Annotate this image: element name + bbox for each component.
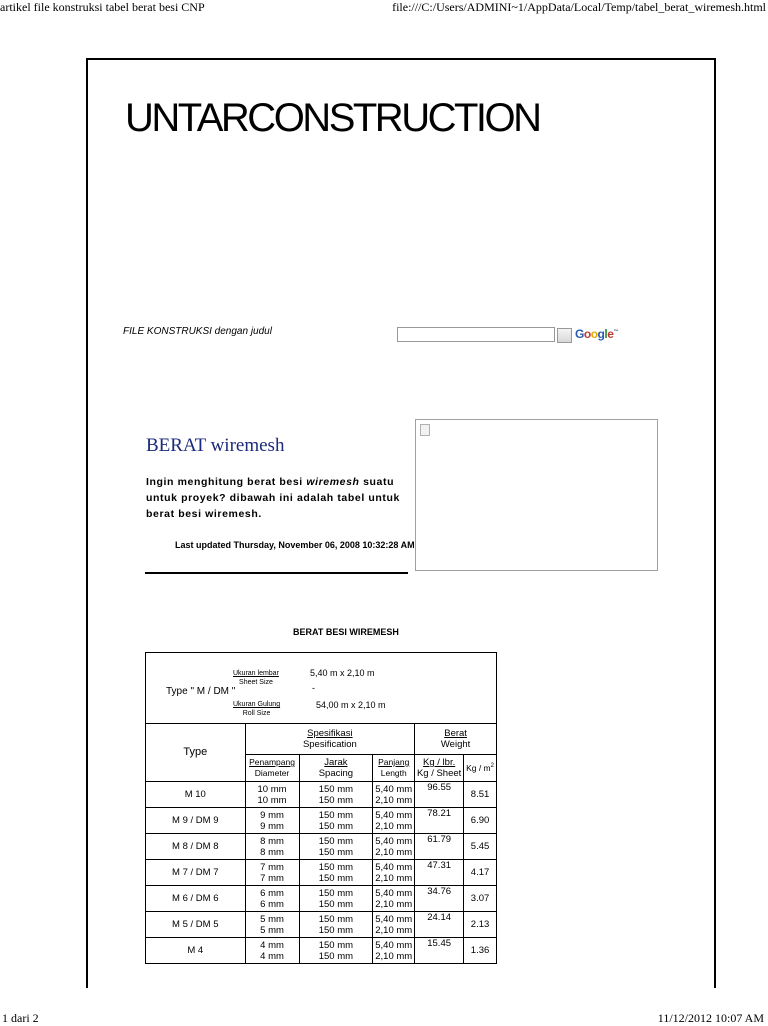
cell-diameter-line-2: 7 mm (260, 872, 284, 884)
cell-diameter-line-2: 6 mm (260, 898, 284, 910)
article-body (146, 474, 408, 522)
cell-length (373, 808, 415, 834)
cell-spacing-line-1: 150 mm (318, 783, 354, 795)
type-label: Type " M / DM " (166, 686, 236, 697)
spec-label-en: Spesification (302, 739, 357, 750)
cell-spacing-line-2: 150 mm (318, 924, 354, 936)
cell-spacing-line-2: 150 mm (318, 846, 354, 858)
cell-type-value: M 4 (187, 945, 204, 956)
cell-diameter (245, 912, 299, 938)
spec-header (245, 724, 415, 755)
cell-spacing (299, 938, 373, 964)
table-header-row-1 (146, 724, 497, 755)
cell-kg-m2-value: 2.13 (470, 919, 490, 930)
cell-kg-sheet-value: 78.21 (427, 808, 452, 819)
cell-kg-m2 (464, 912, 497, 938)
article-body-pre: Ingin menghitung berat besi (146, 476, 307, 488)
cell-length-line-2: 2,10 mm (375, 924, 413, 936)
table-row (146, 912, 497, 938)
diameter-label-id: Penampang (249, 757, 295, 767)
cell-spacing (299, 886, 373, 912)
cell-length (373, 860, 415, 886)
length-label-en: Length (380, 768, 407, 778)
kg-m2-label: Kg / m (466, 763, 491, 774)
size-dash: - (312, 683, 315, 693)
cell-type (146, 782, 246, 808)
table-title: BERAT BESI WIREMESH (293, 627, 399, 637)
cell-type-value: M 9 / DM 9 (172, 815, 219, 826)
cell-type-value: M 10 (184, 789, 206, 800)
table-row (146, 938, 497, 964)
cell-spacing-line-2: 150 mm (318, 794, 354, 806)
cell-length (373, 782, 415, 808)
sheet-label-en: Sheet Size (239, 679, 273, 686)
kg-sheet-label-en: Kg / Sheet (416, 768, 462, 779)
table-row (146, 808, 497, 834)
cell-kg-m2-value: 3.07 (470, 893, 490, 904)
frame-right-border (714, 58, 716, 988)
cell-diameter-line-2: 9 mm (260, 820, 284, 832)
cell-length (373, 938, 415, 964)
cell-length-line-2: 2,10 mm (375, 898, 413, 910)
cell-diameter (245, 886, 299, 912)
cell-kg-m2 (464, 834, 497, 860)
google-logo[interactable]: Google™ (575, 327, 618, 341)
cell-diameter-line-2: 8 mm (260, 846, 284, 858)
length-label-id: Panjang (378, 757, 410, 767)
spacing-label-id: Jarak (324, 757, 348, 768)
cell-kg-m2 (464, 886, 497, 912)
cell-diameter-line-2: 10 mm (257, 794, 287, 806)
cell-kg-m2 (464, 808, 497, 834)
cell-kg-sheet-value: 96.55 (427, 782, 452, 793)
cell-type (146, 886, 246, 912)
cell-kg-m2 (464, 938, 497, 964)
cell-diameter (245, 938, 299, 964)
weight-label-en: Weight (440, 739, 471, 750)
sheet-label-id: Ukuran lembar (233, 670, 279, 677)
length-header (373, 755, 415, 782)
search-button[interactable] (557, 328, 572, 343)
cell-diameter (245, 860, 299, 886)
cell-spacing-line-1: 150 mm (318, 939, 354, 951)
cell-type (146, 808, 246, 834)
cell-length-line-1: 5,40 mm (375, 835, 413, 847)
cell-kg-sheet-value: 15.45 (427, 938, 452, 949)
cell-spacing-line-1: 150 mm (318, 835, 354, 847)
frame-left-border (86, 58, 88, 988)
spacing-label-en: Spacing (318, 768, 354, 779)
last-updated: Last updated Thursday, November 06, 2008 10:32:28 AM (175, 540, 415, 550)
cell-diameter-line-1: 8 mm (260, 835, 284, 847)
cell-length-line-1: 5,40 mm (375, 939, 413, 951)
cell-kg-sheet (415, 886, 464, 912)
cell-length (373, 834, 415, 860)
kg-m2-header (464, 755, 497, 782)
cell-diameter-line-2: 5 mm (260, 924, 284, 936)
article-divider (145, 572, 408, 574)
cell-length-line-1: 5,40 mm (375, 809, 413, 821)
cell-diameter (245, 808, 299, 834)
cell-spacing-line-1: 150 mm (318, 861, 354, 873)
search-input[interactable] (397, 327, 555, 342)
cell-length (373, 886, 415, 912)
roll-label-en: Roll Size (242, 710, 271, 717)
cell-kg-sheet (415, 834, 464, 860)
size-cell (146, 653, 497, 724)
cell-kg-sheet-value: 61.79 (427, 834, 452, 845)
image-placeholder (415, 419, 658, 571)
cell-spacing (299, 834, 373, 860)
cell-kg-m2 (464, 782, 497, 808)
cell-kg-m2-value: 4.17 (470, 867, 490, 878)
cell-spacing (299, 912, 373, 938)
cell-length-line-1: 5,40 mm (375, 783, 413, 795)
table-size-row (146, 653, 497, 724)
cell-kg-m2-value: 5.45 (470, 841, 490, 852)
print-header-url: file:///C:/Users/ADMINI~1/AppData/Local/Temp/tabel_berat_wiremesh.html (392, 0, 766, 14)
cell-diameter (245, 834, 299, 860)
cell-kg-m2-value: 6.90 (470, 815, 490, 826)
cell-diameter-line-2: 4 mm (260, 950, 284, 962)
cell-diameter-line-1: 6 mm (260, 887, 284, 899)
kg-m2-sup: 2 (490, 763, 494, 770)
cell-length-line-1: 5,40 mm (375, 913, 413, 925)
cell-type-value: M 6 / DM 6 (172, 893, 219, 904)
cell-kg-sheet-value: 24.14 (427, 912, 452, 923)
weight-header (415, 724, 497, 755)
article-body-keyword: wiremesh (306, 476, 360, 488)
site-subtitle: FILE KONSTRUKSI dengan judul (123, 326, 272, 337)
cell-kg-m2-value: 8.51 (470, 789, 490, 800)
cell-length-line-2: 2,10 mm (375, 950, 413, 962)
cell-length-line-1: 5,40 mm (375, 861, 413, 873)
roll-size-value: 54,00 m x 2,10 m (316, 700, 386, 710)
cell-diameter-line-1: 10 mm (257, 783, 287, 795)
table-row (146, 886, 497, 912)
cell-spacing-line-2: 150 mm (318, 950, 354, 962)
cell-spacing-line-2: 150 mm (318, 820, 354, 832)
cell-kg-sheet (415, 782, 464, 808)
sheet-size-label (233, 669, 279, 687)
cell-kg-sheet (415, 912, 464, 938)
cell-kg-sheet (415, 808, 464, 834)
frame-top-border (86, 58, 716, 60)
spec-label-id: Spesifikasi (307, 728, 353, 739)
diameter-header (245, 755, 299, 782)
kg-sheet-label-id: Kg / lbr. (423, 757, 456, 768)
cell-kg-m2-value: 1.36 (470, 945, 490, 956)
cell-diameter (245, 782, 299, 808)
spacing-header (299, 755, 373, 782)
cell-spacing-line-1: 150 mm (318, 887, 354, 899)
col-type-header: Type (146, 724, 246, 782)
sheet-size-value: 5,40 m x 2,10 m (310, 668, 375, 678)
cell-kg-sheet-value: 47.31 (427, 860, 452, 871)
cell-type (146, 834, 246, 860)
print-header-title: artikel file konstruksi tabel berat besi CNP (0, 0, 205, 14)
cell-kg-sheet (415, 938, 464, 964)
cell-diameter-line-1: 5 mm (260, 913, 284, 925)
cell-diameter-line-1: 9 mm (260, 809, 284, 821)
roll-size-label (233, 700, 280, 718)
article-title: BERAT wiremesh (146, 435, 285, 456)
cell-spacing-line-1: 150 mm (318, 809, 354, 821)
cell-kg-m2 (464, 860, 497, 886)
cell-length-line-1: 5,40 mm (375, 887, 413, 899)
diameter-label-en: Diameter (254, 768, 290, 778)
cell-type (146, 938, 246, 964)
roll-label-id: Ukuran Gulung (233, 701, 281, 708)
cell-diameter-line-1: 7 mm (260, 861, 284, 873)
cell-diameter-line-1: 4 mm (260, 939, 284, 951)
cell-type-value: M 5 / DM 5 (172, 919, 219, 930)
table-row (146, 834, 497, 860)
cell-spacing-line-2: 150 mm (318, 872, 354, 884)
cell-spacing (299, 808, 373, 834)
cell-length-line-2: 2,10 mm (375, 794, 413, 806)
cell-spacing-line-1: 150 mm (318, 913, 354, 925)
cell-length-line-2: 2,10 mm (375, 872, 413, 884)
weight-label-id: Berat (444, 728, 467, 739)
cell-type-value: M 8 / DM 8 (172, 841, 219, 852)
wiremesh-table (145, 652, 497, 964)
cell-spacing (299, 782, 373, 808)
cell-length-line-2: 2,10 mm (375, 846, 413, 858)
cell-kg-sheet-value: 34.76 (427, 886, 452, 897)
cell-type-value: M 7 / DM 7 (172, 867, 219, 878)
cell-type (146, 860, 246, 886)
print-footer-date: 11/12/2012 10:07 AM (657, 1011, 764, 1025)
site-title: UNTARCONSTRUCTION (125, 96, 540, 140)
print-footer-page: 1 dari 2 (2, 1011, 39, 1025)
table-body (146, 782, 497, 964)
cell-length-line-2: 2,10 mm (375, 820, 413, 832)
article-body-post: suatu untuk proyek? dibawah ini adalah tabel untuk berat besi wiremesh. (146, 476, 400, 520)
cell-spacing (299, 860, 373, 886)
kg-sheet-header (415, 755, 464, 782)
broken-image-icon (420, 424, 430, 436)
table-row (146, 860, 497, 886)
table-row (146, 782, 497, 808)
cell-spacing-line-2: 150 mm (318, 898, 354, 910)
cell-length (373, 912, 415, 938)
cell-type (146, 912, 246, 938)
cell-kg-sheet (415, 860, 464, 886)
